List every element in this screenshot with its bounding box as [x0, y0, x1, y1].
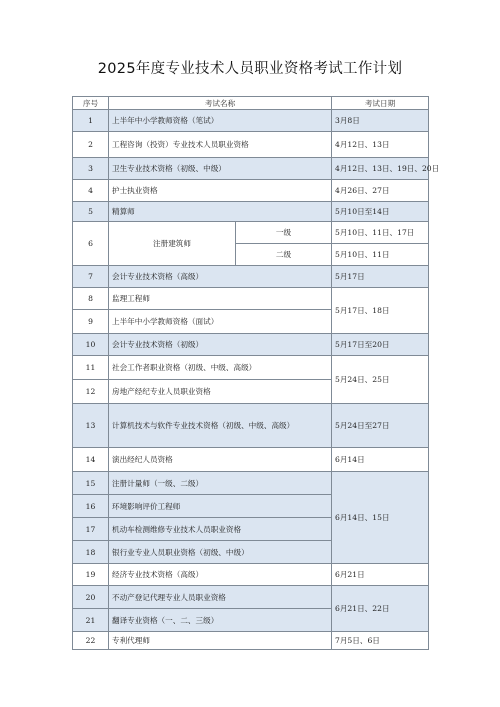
exam-date: 4月12日、13日、19日、20日: [332, 158, 429, 180]
row-number: 20: [73, 586, 109, 609]
table-row: [73, 288, 429, 310]
page-title: 2025年度专业技术人员职业资格考试工作计划: [97, 61, 403, 77]
exam-date: 6月21日、22日: [332, 586, 429, 632]
exam-date: 5月10日、11日、17日: [332, 222, 429, 244]
exam-name: 环境影响评价工程师: [109, 495, 332, 518]
row-number: 11: [73, 356, 109, 380]
table-row: [73, 110, 429, 132]
exam-name: 经济专业技术资格（高级）: [109, 564, 332, 586]
row-number: 6: [73, 222, 109, 266]
exam-name: 卫生专业技术资格（初级、中级）: [109, 158, 332, 180]
exam-name: 工程咨询（投资）专业技术人员职业资格: [109, 132, 332, 158]
exam-name: 房地产经纪专业人员职业资格: [109, 380, 332, 404]
row-number: 7: [73, 266, 109, 288]
exam-name: 会计专业技术资格（高级）: [109, 266, 332, 288]
exam-name: 演出经纪人员资格: [109, 448, 332, 472]
table-row: [73, 180, 429, 202]
row-number: 19: [73, 564, 109, 586]
table-row: [73, 404, 429, 448]
table-row: [73, 564, 429, 586]
table-row: [73, 202, 429, 222]
exam-date: 5月17日、18日: [332, 288, 429, 334]
exam-name: 专利代理师: [109, 632, 332, 650]
exam-date: 5月10日至14日: [332, 202, 429, 222]
exam-date: 3月8日: [332, 110, 429, 132]
table-row: [73, 132, 429, 158]
header-no: 序号: [73, 97, 109, 110]
row-number: 4: [73, 180, 109, 202]
row-number: 14: [73, 448, 109, 472]
exam-date: 4月12日、13日: [332, 132, 429, 158]
exam-name: 注册建筑师: [109, 222, 236, 266]
exam-name: 银行业专业人员职业资格（初级、中级）: [109, 541, 332, 564]
exam-date: 6月14日: [332, 448, 429, 472]
exam-name: 上半年中小学教师资格（笔试）: [109, 110, 332, 132]
exam-name: 机动车检测维修专业技术人员职业资格: [109, 518, 332, 541]
table-row: [73, 334, 429, 356]
row-number: 3: [73, 158, 109, 180]
row-number: 9: [73, 310, 109, 334]
exam-name: 注册计量师（一级、二级）: [109, 472, 332, 495]
row-number: 8: [73, 288, 109, 310]
exam-date: 5月24日、25日: [332, 356, 429, 404]
header-exam-date: 考试日期: [332, 97, 429, 110]
exam-name: 计算机技术与软件专业技术资格（初级、中级、高级）: [109, 404, 332, 448]
row-number: 21: [73, 609, 109, 632]
exam-name: 社会工作者职业资格（初级、中级、高级）: [109, 356, 332, 380]
exam-name: 监理工程师: [109, 288, 332, 310]
table-row: [73, 266, 429, 288]
exam-schedule-table: [72, 96, 440, 650]
exam-date: 6月14日、15日: [332, 472, 429, 564]
exam-date: 6月21日: [332, 564, 429, 586]
exam-date: 5月10日、11日: [332, 244, 429, 266]
exam-name: 上半年中小学教师资格（面试）: [109, 310, 332, 334]
row-number: 16: [73, 495, 109, 518]
row-number: 15: [73, 472, 109, 495]
row-number: 10: [73, 334, 109, 356]
exam-date: 7月5日、6日: [332, 632, 429, 650]
exam-name: 精算师: [109, 202, 332, 222]
table-row: [73, 158, 429, 180]
table-row: [73, 356, 429, 380]
header-exam-name: 考试名称: [109, 97, 332, 110]
table-row: [73, 586, 429, 609]
exam-date: 4月26日、27日: [332, 180, 429, 202]
exam-level: 二级: [236, 244, 332, 266]
row-number: 2: [73, 132, 109, 158]
row-number: 13: [73, 404, 109, 448]
exam-name: 不动产登记代理专业人员职业资格: [109, 586, 332, 609]
exam-date: 5月24日至27日: [332, 404, 429, 448]
row-number: 5: [73, 202, 109, 222]
exam-name: 护士执业资格: [109, 180, 332, 202]
row-number: 18: [73, 541, 109, 564]
table-row: [73, 632, 429, 650]
exam-name: 会计专业技术资格（初级）: [109, 334, 332, 356]
exam-date: 5月17日: [332, 266, 429, 288]
table-row: [73, 448, 429, 472]
exam-date: 5月17日至20日: [332, 334, 429, 356]
exam-level: 一级: [236, 222, 332, 244]
table-header-row: [73, 97, 429, 110]
row-number: 1: [73, 110, 109, 132]
row-number: 17: [73, 518, 109, 541]
table-row: [73, 222, 429, 244]
exam-name: 翻译专业资格（一、二、三级）: [109, 609, 332, 632]
row-number: 12: [73, 380, 109, 404]
row-number: 22: [73, 632, 109, 650]
table-row: [73, 472, 429, 495]
